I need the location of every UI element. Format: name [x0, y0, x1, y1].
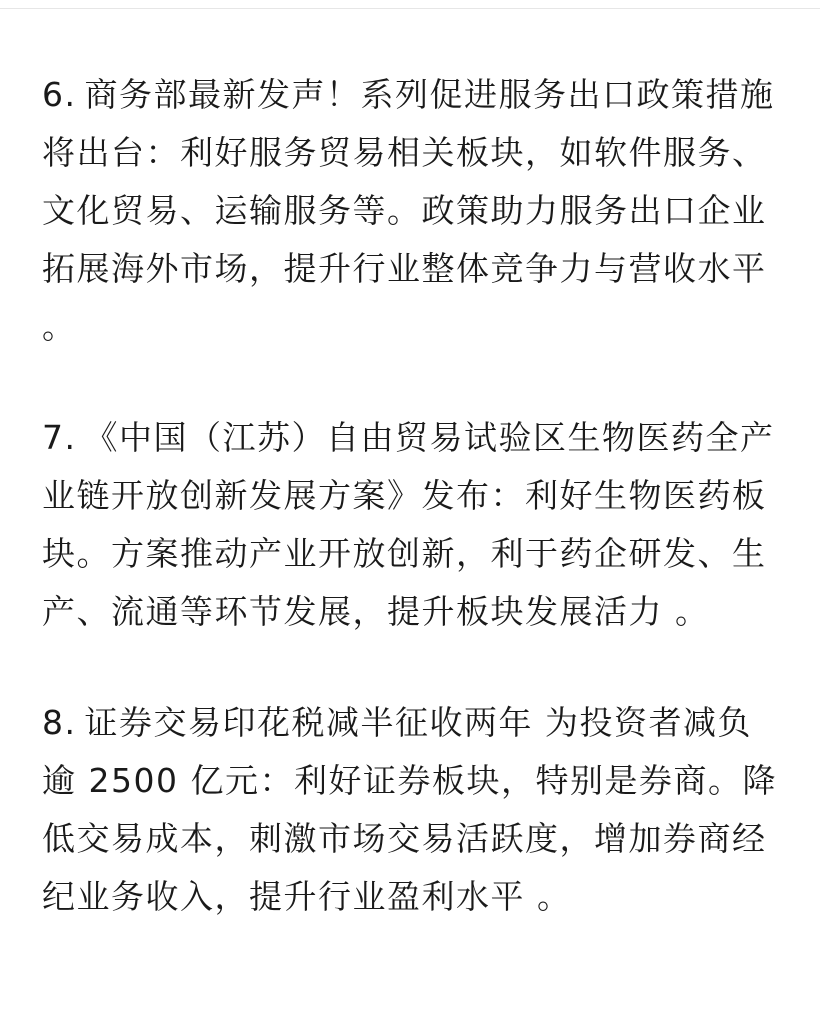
- news-item-number: 8.: [42, 703, 77, 742]
- news-item-8: [42, 694, 782, 926]
- news-item-text: 证券交易印花税减半征收两年 为投资者减负逾 2500 亿元：利好证券板块，特别是券商。降低交易成本，刺激市场交易活跃度，增加券商经纪业务收入，提升行业盈利水平 。: [42, 703, 777, 916]
- news-item-6: [42, 66, 782, 356]
- news-item-text: 商务部最新发声！系列促进服务出口政策措施将出台：利好服务贸易相关板块，如软件服务、文化贸易、运输服务等。政策助力服务出口企业拓展海外市场，提升行业整体竞争力与营收水平 。: [42, 75, 775, 346]
- top-divider: [0, 8, 820, 9]
- article-body: [42, 66, 782, 926]
- news-item-text: 《中国（江苏）自由贸易试验区生物医药全产业链开放创新发展方案》发布：利好生物医药板块。方案推动产业开放创新，利于药企研发、生产、流通等环节发展，提升板块发展活力 。: [42, 418, 775, 631]
- news-item-7: [42, 409, 782, 641]
- news-item-number: 6.: [42, 75, 77, 114]
- news-item-number: 7.: [42, 418, 77, 457]
